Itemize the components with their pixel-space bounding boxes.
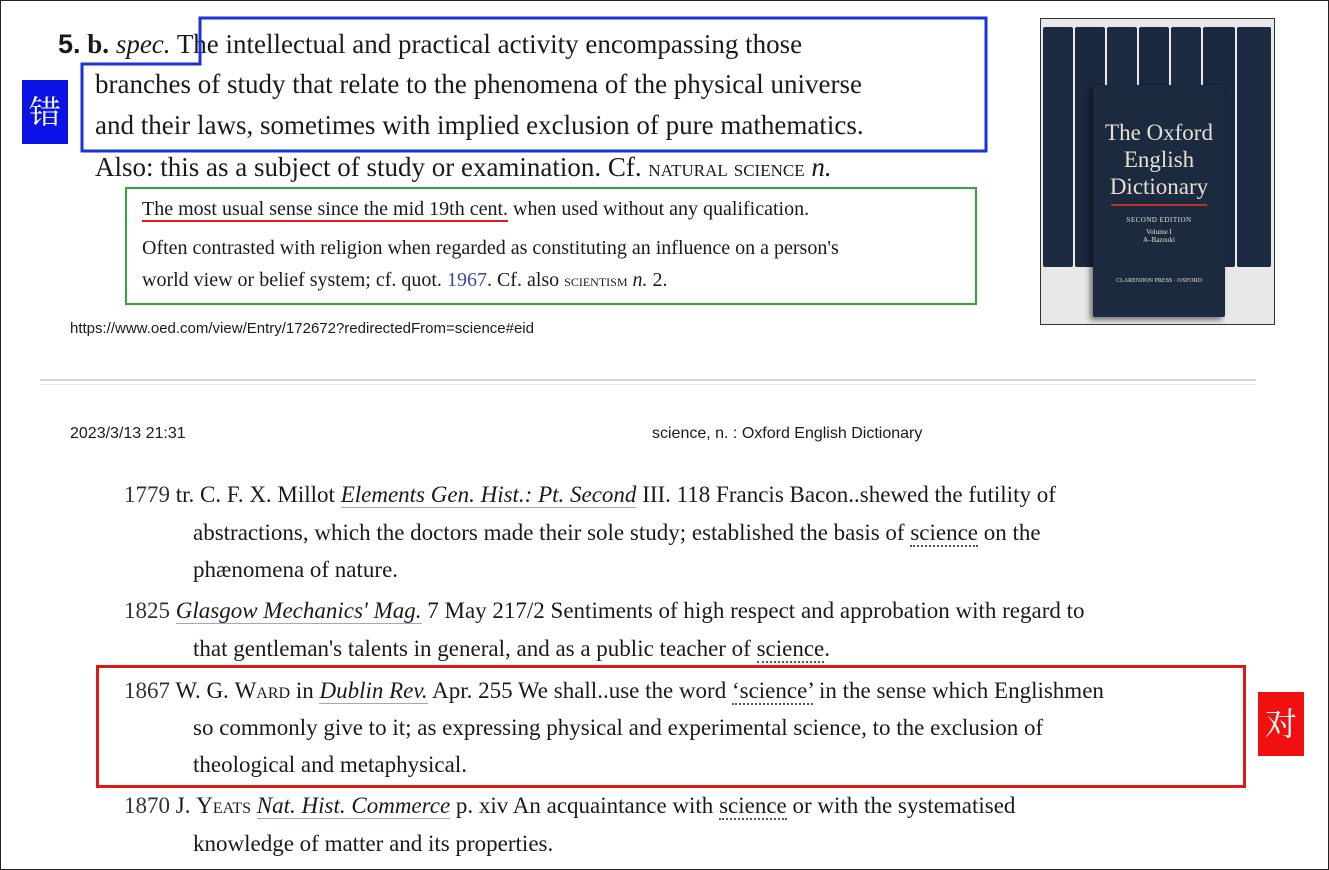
usage-note-line-3 <box>142 266 668 295</box>
quotation-1825-line-2 <box>193 630 830 667</box>
sense-label: spec. <box>115 29 171 59</box>
book-edition: SECOND EDITION <box>1126 216 1192 224</box>
quotation-author-surname: Ward <box>234 678 291 703</box>
quotation-author: W. G. <box>175 678 235 703</box>
definition-line-2: branches of study that relate to the phenomena of the physical universe <box>95 69 862 99</box>
quotation-author: tr. C. F. X. Millot <box>175 482 341 507</box>
usage-note-text-1: when used without any qualification. <box>508 198 810 220</box>
source-url[interactable]: https://www.oed.com/view/Entry/172672?redirectedFrom=science#eid <box>70 320 534 337</box>
quotation-1779-line-2 <box>193 514 1041 551</box>
page-separator-2 <box>40 384 1256 385</box>
print-page-title: science, n. : Oxford English Dictionary <box>652 425 923 442</box>
quotation-text: . <box>824 636 831 661</box>
quotation-year: 1779 <box>124 482 170 507</box>
book-title-2: English <box>1123 147 1195 172</box>
book-volume: Volume I <box>1146 228 1172 236</box>
definition-text-1: The intellectual and practical activity encompassing those <box>176 29 803 59</box>
quotation-text: on the <box>978 520 1041 545</box>
quotation-1779-line-3: phænomena of nature. <box>193 557 399 582</box>
quotation-text: Apr. 255 We shall..use the word <box>427 678 732 703</box>
quotation-1867-line-1 <box>124 672 1104 709</box>
keyword-science: science <box>756 636 825 661</box>
quotation-text: p. xiv An acquaintance with <box>450 793 720 818</box>
cross-reference-scientism[interactable]: scientism <box>564 271 628 290</box>
usage-note-text-3b: . Cf. also <box>486 269 560 291</box>
usage-note-text-3d: 2. <box>647 269 668 291</box>
quotation-text: abstractions, which the doctors made their sole study; established the basis of <box>193 520 911 545</box>
print-timestamp: 2023/3/13 21:31 <box>70 425 186 442</box>
right-badge: 对 <box>1258 692 1304 756</box>
quotation-text: or with the systematised <box>786 793 1016 818</box>
sense-number: 5. <box>58 29 81 59</box>
quotation-text: 7 May 217/2 Sentiments of high respect and approbation with regard to <box>421 598 1085 623</box>
quotation-text: III. 118 Francis Bacon..shewed the futility of <box>636 482 1056 507</box>
book-title-3: Dictionary <box>1109 174 1209 199</box>
quotation-source-link[interactable]: Dublin Rev. <box>319 678 428 703</box>
usage-note-line-2: Often contrasted with religion when regarded as constituting an influence on a person's <box>142 237 839 259</box>
cross-reference-natural-science[interactable]: natural science <box>648 156 805 182</box>
book-title-1: The Oxford <box>1105 120 1213 145</box>
book-publisher: CLARENDON PRESS · OXFORD <box>1116 278 1202 284</box>
usage-note-line-1 <box>142 195 809 223</box>
usage-note-text-3a: world view or belief system; cf. quot. <box>142 269 442 291</box>
quotation-1870-line-2: knowledge of matter and its properties. <box>193 831 554 856</box>
quotation-text: in <box>290 678 320 703</box>
volume-spine <box>1043 27 1073 267</box>
quotation-1870-line-1 <box>124 787 1015 824</box>
definition-text-4: Also: this as a subject of study or examination. Cf. <box>95 152 642 182</box>
quotation-year: 1825 <box>124 598 170 623</box>
part-of-speech-2: n. <box>632 269 648 291</box>
part-of-speech: n. <box>811 152 832 182</box>
page-separator <box>40 379 1256 381</box>
quotation-text: in the sense which Englishmen <box>813 678 1104 703</box>
keyword-science: science <box>910 520 978 545</box>
quotation-year-link[interactable]: 1967 <box>446 269 487 291</box>
oed-book-photo <box>1040 18 1275 325</box>
quotation-1825-line-1 <box>124 592 1085 629</box>
usage-note-underlined: The most usual sense since the mid 19th cent. <box>142 198 509 220</box>
quotation-year: 1867 <box>124 678 170 703</box>
quotation-1779-line-1 <box>124 476 1056 513</box>
quotation-source-link[interactable]: Elements Gen. Hist.: Pt. Second <box>340 482 637 507</box>
quotation-1867-line-3: theological and metaphysical. <box>193 752 467 777</box>
quotation-text <box>251 793 257 818</box>
quotation-author-surname: Yeats <box>196 793 252 818</box>
quotation-year: 1870 <box>124 793 170 818</box>
quotation-author: J. <box>175 793 197 818</box>
definition-line-3: and their laws, sometimes with implied exclusion of pure mathematics. <box>95 110 864 140</box>
quotation-text: that gentleman's talents in general, and as a public teacher of <box>193 636 757 661</box>
wrong-badge: 错 <box>22 80 68 144</box>
keyword-science: science <box>719 793 787 818</box>
title-rule <box>1111 204 1207 206</box>
front-volume-cover <box>1093 85 1225 317</box>
volume-spine <box>1237 27 1271 267</box>
quotation-source-link[interactable]: Glasgow Mechanics' Mag. <box>175 598 422 623</box>
quotation-1867-line-2: so commonly give to it; as expressing physical and experimental science, to the exclusion of <box>193 715 1044 740</box>
keyword-science: ‘science’ <box>731 678 814 703</box>
quotation-source-link[interactable]: Nat. Hist. Commerce <box>256 793 451 818</box>
sense-sub-letter: b. <box>87 29 110 59</box>
book-range: A–Bazouki <box>1143 236 1175 244</box>
